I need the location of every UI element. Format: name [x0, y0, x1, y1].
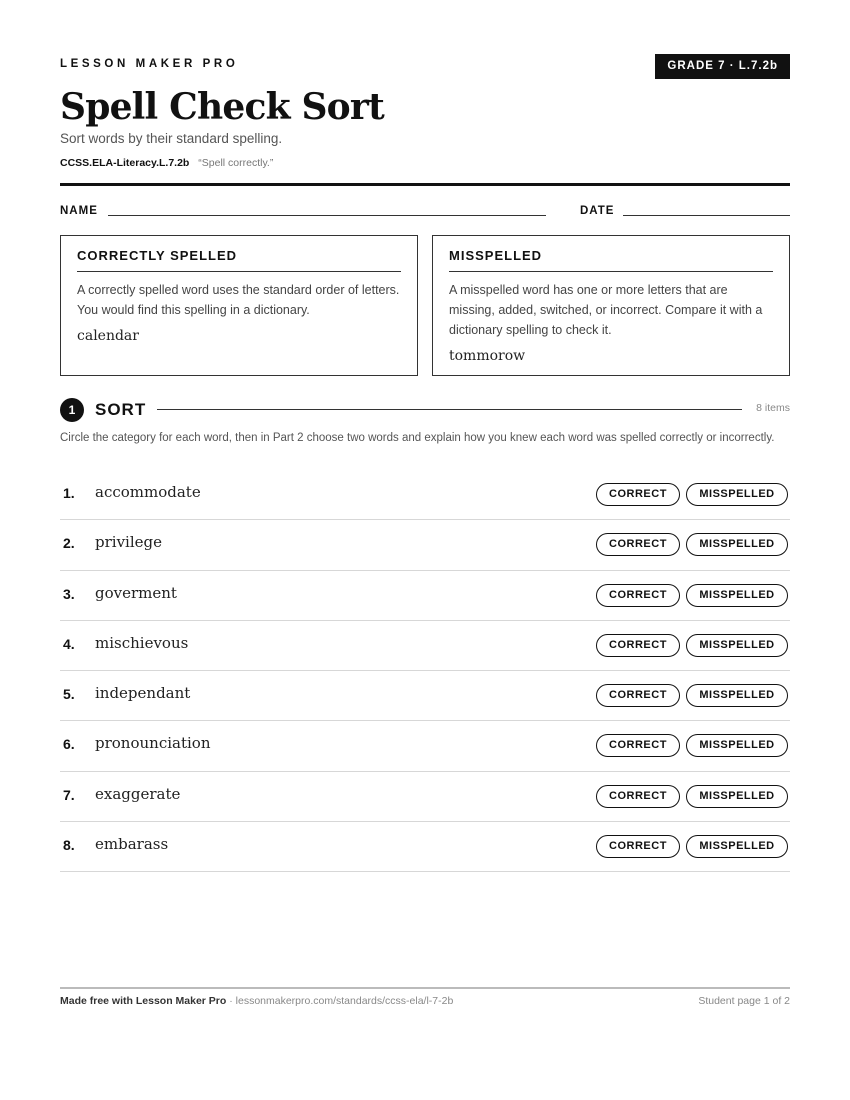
correct-option[interactable]: CORRECT [596, 835, 680, 858]
definition-box-misspelled [432, 235, 790, 376]
item-number: 5. [63, 686, 75, 703]
list-item [60, 721, 790, 771]
misspelled-option[interactable]: MISSPELLED [686, 785, 788, 808]
misspelled-option[interactable]: MISSPELLED [686, 483, 788, 506]
item-number: 7. [63, 786, 75, 803]
header-divider [60, 183, 790, 186]
list-item [60, 772, 790, 822]
misspelled-option[interactable]: MISSPELLED [686, 734, 788, 757]
brand-name: LESSON MAKER PRO [60, 58, 239, 70]
correct-option[interactable]: CORRECT [596, 483, 680, 506]
item-number: 8. [63, 837, 75, 854]
footer-url[interactable]: · lessonmakerpro.com/standards/ccss-ela/l-7-2b [226, 995, 454, 1007]
standard-line [60, 157, 273, 169]
item-number: 6. [63, 736, 75, 753]
misspelled-option[interactable]: MISSPELLED [686, 684, 788, 707]
list-item [60, 520, 790, 570]
misspelled-option[interactable]: MISSPELLED [686, 634, 788, 657]
item-word: accommodate [95, 483, 201, 501]
definition-title: MISSPELLED [449, 248, 773, 272]
name-label: NAME [60, 205, 98, 217]
correct-option[interactable]: CORRECT [596, 533, 680, 556]
item-word: privilege [95, 533, 162, 552]
correct-option[interactable]: CORRECT [596, 584, 680, 607]
list-item [60, 571, 790, 621]
misspelled-option[interactable]: MISSPELLED [686, 584, 788, 607]
footer-made-with: Made free with Lesson Maker Pro [60, 995, 227, 1007]
correct-option[interactable]: CORRECT [596, 634, 680, 657]
standard-quote: “Spell correctly.” [198, 157, 274, 169]
correct-option[interactable]: CORRECT [596, 785, 680, 808]
name-field[interactable] [108, 215, 546, 216]
item-number: 4. [63, 635, 75, 652]
section-divider [157, 409, 742, 410]
definition-example: calendar [77, 328, 139, 344]
item-number: 1. [63, 485, 75, 501]
list-item [60, 470, 790, 520]
list-item [60, 671, 790, 721]
item-count: 8 items [756, 402, 790, 414]
item-word: mischievous [95, 633, 189, 652]
definition-title: CORRECTLY SPELLED [77, 248, 401, 272]
grade-badge: GRADE 7 · L.7.2b [655, 54, 790, 79]
item-word: exaggerate [95, 784, 181, 803]
item-number: 3. [63, 585, 75, 602]
word-list [60, 470, 790, 872]
section-title: SORT [95, 400, 147, 419]
page-title: Spell Check Sort [60, 86, 384, 128]
section-header [60, 398, 790, 422]
item-word: pronounciation [95, 734, 211, 753]
item-word: embarass [95, 835, 169, 854]
definition-box-correct [60, 235, 418, 376]
definition-text: A correctly spelled word uses the standard order of letters. You would find this spelling in a dictionary. [77, 283, 400, 317]
list-item [60, 621, 790, 671]
misspelled-option[interactable]: MISSPELLED [686, 533, 788, 556]
item-word: goverment [95, 583, 177, 602]
definition-text: A misspelled word has one or more letters that are missing, added, switched, or incorrect. Compare it with a dictionary spelling to check it. [449, 283, 763, 337]
item-number: 2. [63, 535, 75, 552]
definition-example: tommorow [449, 348, 526, 364]
misspelled-option[interactable]: MISSPELLED [686, 835, 788, 858]
standard-code: CCSS.ELA-Literacy.L.7.2b [60, 157, 190, 169]
footer-divider [60, 987, 790, 989]
instructions: Circle the category for each word, then in Part 2 choose two words and explain how you knew each word was spelled correctly or incorrectly. [60, 432, 775, 444]
page-subtitle: Sort words by their standard spelling. [60, 131, 283, 146]
section-number-badge: 1 [60, 398, 84, 422]
correct-option[interactable]: CORRECT [596, 684, 680, 707]
list-item [60, 822, 790, 872]
correct-option[interactable]: CORRECT [596, 734, 680, 757]
date-field[interactable] [623, 215, 790, 216]
footer-credit [60, 995, 453, 1007]
item-word: independant [95, 684, 191, 703]
date-label: DATE [580, 205, 615, 217]
footer-page-number: Student page 1 of 2 [698, 995, 790, 1007]
